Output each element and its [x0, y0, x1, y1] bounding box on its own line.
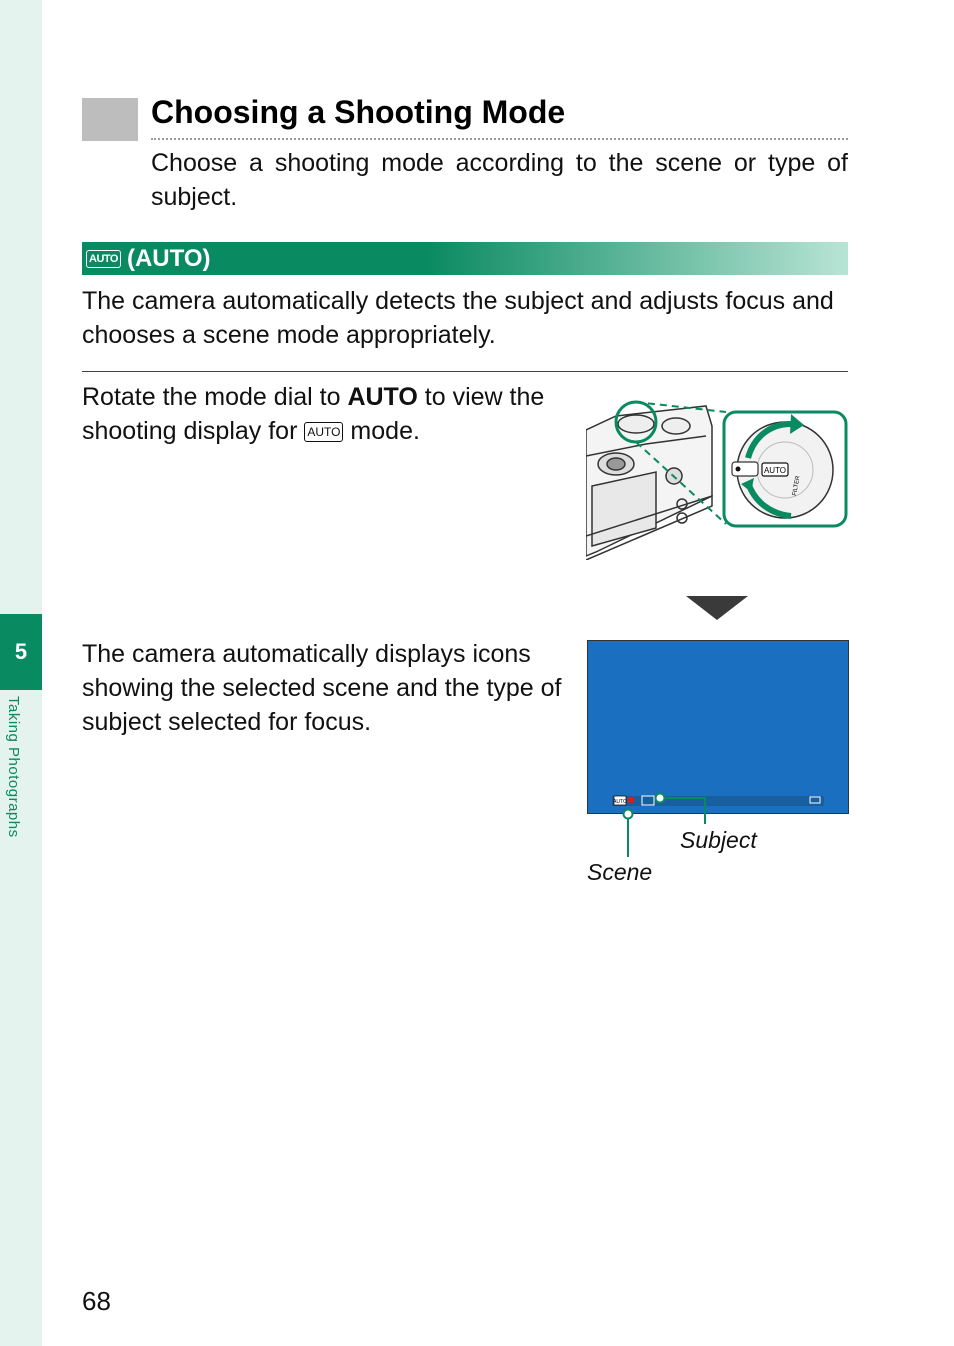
chapter-number: 5 — [14, 639, 28, 664]
page-number: 68 — [82, 1286, 111, 1316]
section-title: (AUTO) — [126, 244, 211, 272]
auto-mode-icon: AUTO — [304, 422, 343, 442]
step-rotate-dial — [82, 380, 582, 448]
step1-post: mode. — [343, 417, 420, 445]
step1-mid: to view the shooting display for — [82, 383, 545, 445]
intro-text: Choose a shooting mode according to the scene or type of subject. — [151, 149, 848, 211]
callout-markers — [618, 792, 670, 822]
section-body: The camera automatically detects the subject and adjusts focus and chooses a scene mode appropriately. — [82, 287, 834, 349]
step1-pre: Rotate the mode dial to — [82, 383, 348, 411]
auto-mode-icon: AUTO — [86, 250, 121, 268]
lcd-scene-icon: AUTO — [613, 799, 627, 805]
chapter-label: Taking Photographs — [5, 696, 22, 838]
shooting-display-screen — [587, 640, 849, 814]
page-title: Choosing a Shooting Mode — [151, 94, 566, 130]
dial-filter-label: FILTER — [792, 475, 802, 497]
subject-label: Subject — [680, 827, 757, 853]
section-header — [82, 242, 848, 275]
section-divider — [82, 371, 848, 372]
chapter-tab — [0, 614, 42, 690]
step-display-icons: The camera automatically displays icons showing the selected scene and the type of subject selected for focus. — [82, 640, 562, 736]
scene-label: Scene — [587, 859, 653, 885]
step1-mode: AUTO — [347, 383, 418, 411]
title-marker — [82, 98, 138, 141]
scene-callout-line — [627, 817, 629, 857]
subject-callout-drop — [704, 797, 706, 824]
camera-mode-dial-illustration — [586, 396, 850, 560]
dial-auto-label: AUTO — [763, 466, 787, 475]
title-divider — [151, 138, 848, 140]
down-arrow-icon — [686, 596, 748, 620]
